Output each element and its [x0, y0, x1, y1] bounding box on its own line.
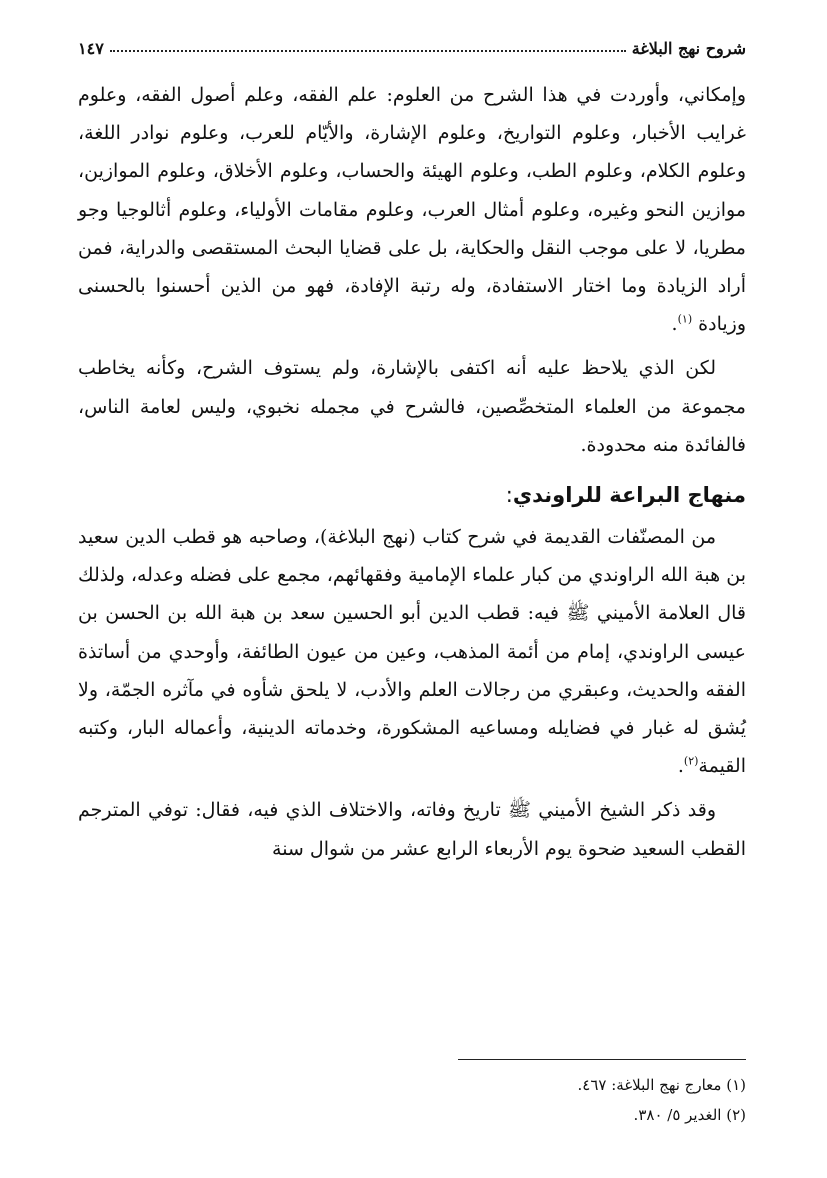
footnote-ref-1[interactable]: (١): [677, 312, 693, 326]
running-head-title: شروح نهج البلاغة: [631, 39, 746, 58]
section-heading-colon: :: [505, 483, 513, 508]
paragraph-4: [78, 791, 746, 867]
footnotes: [78, 1070, 746, 1130]
footnote-2: (٢) الغدير ٥/ ٣٨٠.: [633, 1106, 746, 1124]
paragraph-1-text: وإمكاني، وأوردت في هذا الشرح من العلوم: علم الفقه، وعلم أصول الفقه، وعلوم غرايب الأخبار، وعلوم التواريخ، وعلوم الإشارة، والأيّام للعرب، وعلوم نوادر اللغة، وعلوم الكلام، وعلوم الطب، وعلوم الهيئة والحساب، وعلوم الأخلاق، وعلوم الموازين، موازين النحو وغيره، وعلوم أمثال العرب، وعلوم مقامات الأولياء، وعلوم أثالوجيا وجو مطريا، لا على موجب النقل والحكاية، بل على قضايا البحث المستقصى والدراية، فمن أراد الزيادة وما اختار الاستفادة، وله رتبة الإفادة، فهو من الذين أحسنوا بالحسنى وزيادة: [78, 84, 746, 336]
page-number: ١٤٧: [78, 39, 104, 58]
footnote-1: (١) معارج نهج البلاغة: ٤٦٧.: [577, 1076, 746, 1094]
section-heading: [78, 476, 746, 514]
footnote-divider: [458, 1059, 746, 1060]
body-text: [78, 76, 746, 868]
paragraph-1: وإمكاني، وأوردت في هذا الشرح من العلوم: علم الفقه، وعلم أصول الفقه، وعلوم غرايب الأخبار، وعلوم التواريخ، وعلوم الإشارة، والأيّام للعرب، وعلوم نوادر اللغة، وعلوم الكلام، وعلوم الطب، وعلوم الهيئة والحساب، وعلوم الأخلاق، وعلوم الموازين، موازين النحو وغيره، وعلوم أمثال العرب، وعلوم مقامات الأولياء، وعلوم أثالوجيا وجو مطريا، لا على موجب النقل والحكاية، بل على قضايا البحث المستقصى والدراية، فمن أراد الزيادة وما اختار الاستفادة، وله رتبة الإفادة، فهو من الذين أحسنوا بالحسنى وزيادة $^{(١)}$.: [78, 84, 746, 336]
paragraph-3-text: من المصنّفات القديمة في شرح كتاب (نهج البلاغة)، وصاحبه هو قطب الدين سعيد بن هبة الله الراوندي من كبار علماء الإمامية وفقهائهم، مجمع على فضله وعدله، ولذلك قال العلامة الأميني ﷺ فيه: قطب الدين أبو الحسين سعد بن هبة الله بن الحسن بن عيسى الراوندي، إمام من أئمة المذهب، وعين من عيون الطائفة، وأوحدي من أساتذة الفقه والحديث، وعبقري من رجالات العلم والأدب، لا يلحق شأوه في مآثره الجمّة، ولا يُشق له غبار في فضايله ومساعيه المشكورة، وخدماته الدينية، وأعماله البار، وكتبه القيمة: [78, 526, 746, 778]
running-head: [78, 30, 746, 58]
book-page: [78, 30, 746, 1150]
paragraph-3: من المصنّفات القديمة في شرح كتاب (نهج البلاغة)، وصاحبه هو قطب الدين سعيد بن هبة الله الراوندي من كبار علماء الإمامية وفقهائهم، مجمع على فضله وعدله، ولذلك قال العلامة الأميني ﷺ فيه: قطب الدين أبو الحسين سعد بن هبة الله بن الحسن بن عيسى الراوندي، إمام من أئمة المذهب، وعين من عيون الطائفة، وأوحدي من أساتذة الفقه والحديث، وعبقري من رجالات العلم والأدب، لا يلحق شأوه في مآثره الجمّة، ولا يُشق له غبار في فضايله ومساعيه المشكورة، وخدماته الدينية، وأعماله البار، وكتبه القيمة$^{(٢)}$.: [78, 526, 746, 778]
section-heading-title: منهاج البراعة للراوندي: [512, 483, 746, 508]
paragraph-2-text: لكن الذي يلاحظ عليه أنه اكتفى بالإشارة، ولم يستوف الشرح، وكأنه يخاطب مجموعة من العلماء المتخصِّصين، فالشرح في مجمله نخبوي، وليس لعامة الناس، فالفائدة منه محدودة.: [78, 357, 746, 456]
paragraph-4-text: وقد ذكر الشيخ الأميني ﷺ تاريخ وفاته، والاختلاف الذي فيه، فقال: توفي المترجم القطب السعيد ضحوة يوم الأربعاء الرابع عشر من شوال سنة: [78, 799, 746, 860]
footnote-ref-2[interactable]: (٢): [683, 754, 699, 768]
dotted-leader: [110, 50, 626, 52]
paragraph-2: [78, 349, 746, 464]
